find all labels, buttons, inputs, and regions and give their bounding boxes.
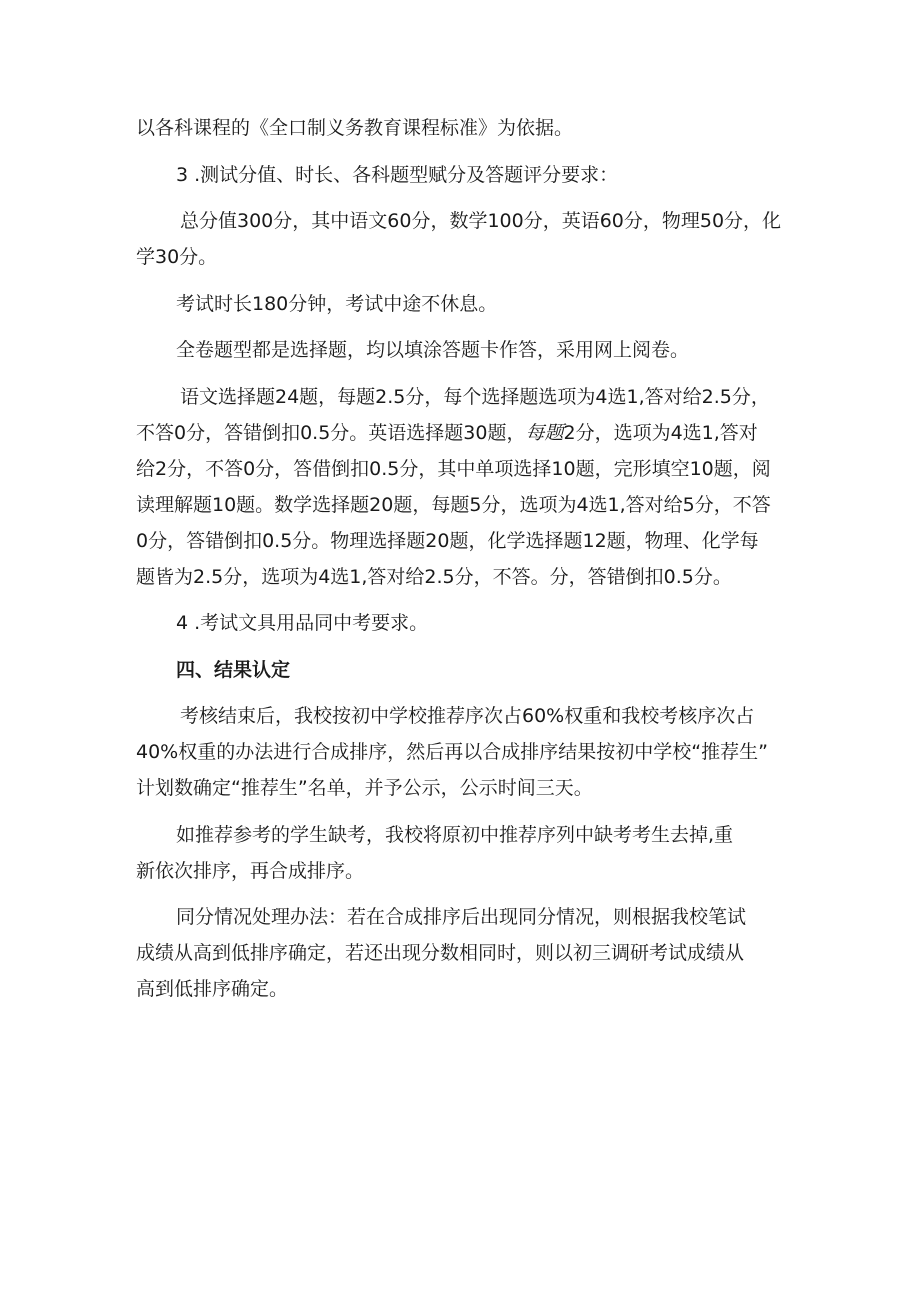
italic-text: 每题 — [525, 421, 564, 444]
text-line: 如推荐参考的学生缺考，我校将原初中推荐序列中缺考考生去掉,重 — [176, 823, 734, 846]
text-line: 高到低排序确定。 — [136, 978, 289, 1000]
text-line: 学30分。 — [136, 246, 218, 268]
text-line: 40%权重的办法进行合成排序，然后再以合成排序结果按初中学校“推荐生” — [136, 741, 768, 763]
paragraph-absence — [136, 817, 792, 889]
text-line — [136, 415, 792, 451]
document-body — [136, 110, 792, 1007]
text-line: 成绩从高到低排序确定，若还出现分数相同时，则以初三调研考试成绩从 — [136, 942, 745, 964]
paragraph-basis: 以各科课程的《全口制义务教育课程标准》为依据。 — [136, 117, 574, 139]
text-line: 给2分，不答0分，答借倒扣0.5分，其中单项选择10题，完形填空10题，阅 — [136, 457, 771, 480]
text-line: 读理解题10题。数学选择题20题，每题5分，选项为4选1,答对给5分，不答 — [136, 493, 771, 516]
text-line: 0分，答错倒扣0.5分。物理选择题20题，化学选择题12题，物理、化学每 — [136, 529, 759, 552]
paragraph-total-score — [136, 203, 792, 275]
paragraph-tie — [136, 899, 792, 1007]
text-line: 语文选择题24题，每题2.5分，每个选择题选项为4选1,答对给2.5分， — [180, 385, 770, 408]
paragraph-duration: 考试时长180分钟，考试中途不休息。 — [176, 292, 498, 315]
paragraph-result — [136, 698, 792, 806]
text-line: 总分值300分，其中语文60分，数学100分，英语60分，物理50分，化 — [180, 210, 782, 232]
text-line: 同分情况处理办法：若在合成排序后出现同分情况，则根据我校笔试 — [176, 906, 747, 928]
text-segment: 2分，选项为4选1,答对 — [563, 421, 758, 444]
text-line: 新依次排序，再合成排序。 — [136, 859, 365, 882]
paragraph-question-type: 全卷题型都是选择题，均以填涂答题卡作答，采用网上阅卷。 — [176, 339, 690, 361]
paragraph-scoring — [136, 379, 792, 595]
section-heading: 四、结果认定 — [176, 658, 291, 681]
text-line: 题皆为2.5分，选项为4选1,答对给2.5分，不答。分，答错倒扣0.5分。 — [136, 565, 732, 588]
text-line: 考核结束后，我校按初中学校推荐序次占60%权重和我校考核序次占 — [180, 705, 755, 727]
item4: 4 .考试文具用品同中考要求。 — [176, 612, 429, 634]
text-line: 计划数确定“推荐生”名单，并予公示，公示时间三天。 — [136, 777, 593, 799]
text-segment: 不答0分，答错倒扣0.5分。英语选择题30题， — [136, 421, 526, 444]
item3-title: 3 .测试分值、时长、各科题型赋分及答题评分要求： — [176, 163, 619, 186]
